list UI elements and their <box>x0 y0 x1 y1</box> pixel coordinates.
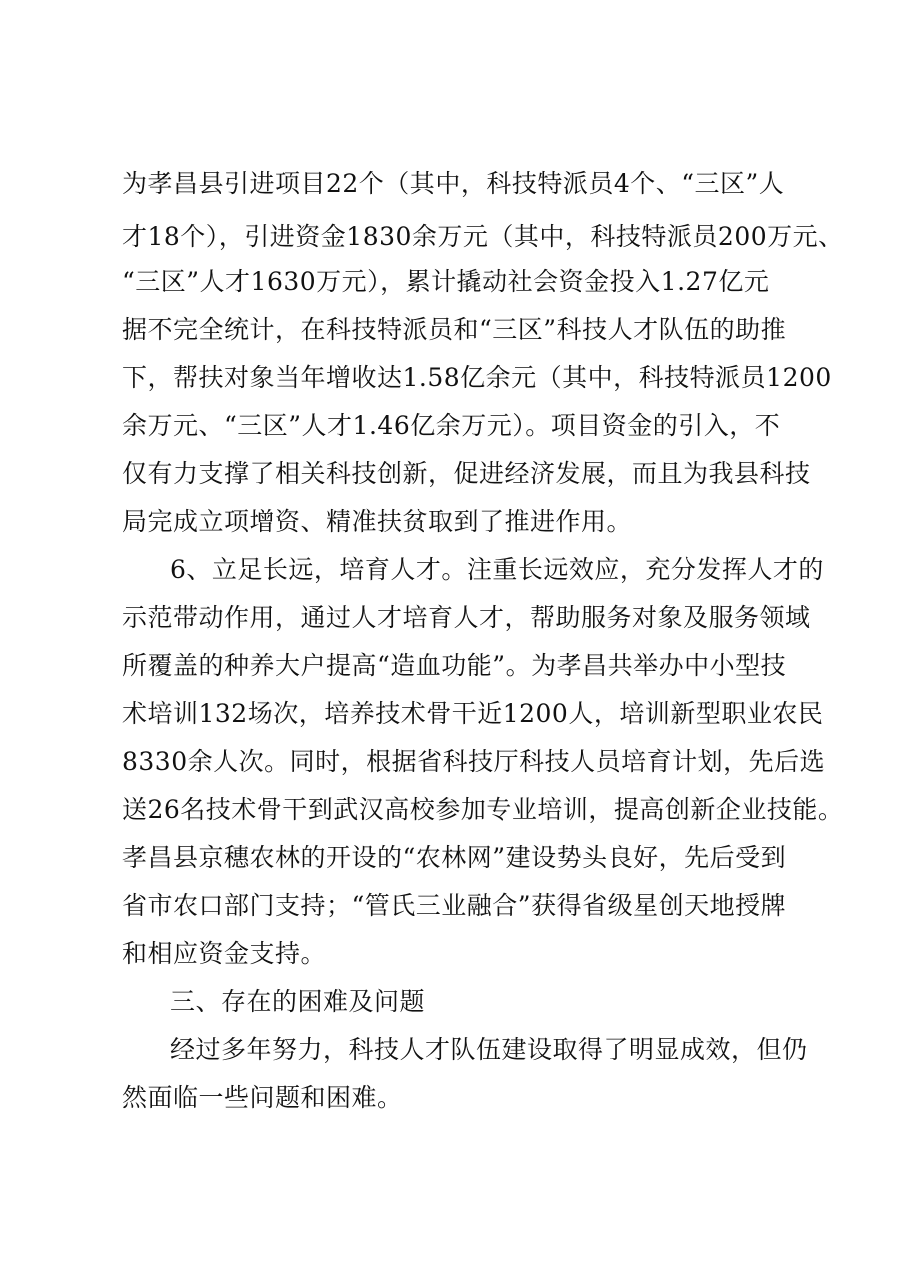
text-line: 8330余人次。同时，根据省科技厅科技人员培育计划，先后选 <box>122 747 826 776</box>
text-line: 下，帮扶对象当年增收达1.58亿余元（其中，科技特派员1200 <box>122 363 832 392</box>
text-line: 和相应资金支持。 <box>122 939 327 968</box>
text-line: 据不完全统计，在科技特派员和“三区”科技人才队伍的助推 <box>122 315 787 344</box>
text-line: 术培训132场次，培养技术骨干近1200人，培训新型职业农民 <box>122 699 824 728</box>
text-line: 余万元、“三区”人才1.46亿余万元）。项目资金的引入，不 <box>122 411 781 440</box>
text-line: 所覆盖的种养大户提高“造血功能”。为孝昌共举办中小型技 <box>122 651 787 680</box>
text-line: 省市农口部门支持；“管氏三业融合”获得省级星创天地授牌 <box>122 891 787 920</box>
text-line: 为孝昌县引进项目22个（其中，科技特派员4个、“三区”人 <box>122 169 785 198</box>
paragraph-start-line: 6、立足长远，培育人才。注重长远效应，充分发挥人才的 <box>170 555 824 584</box>
text-line: “三区”人才1630万元），累计撬动社会资金投入1.27亿元 <box>122 267 770 296</box>
text-line: 然面临一些问题和困难。 <box>122 1083 403 1112</box>
text-line: 才18个），引进资金1830余万元（其中，科技特派员200万元、 <box>122 222 844 251</box>
text-line: 仅有力支撑了相关科技创新，促进经济发展，而且为我县科技 <box>122 459 811 488</box>
text-line: 送26名技术骨干到武汉高校参加专业培训，提高创新企业技能。 <box>122 795 844 824</box>
text-line: 局完成立项增资、精准扶贫取到了推进作用。 <box>122 507 633 536</box>
text-line: 示范带动作用，通过人才培育人才，帮助服务对象及服务领域 <box>122 603 811 632</box>
section-heading: 三、存在的困难及问题 <box>170 987 426 1016</box>
text-line: 孝昌县京穗农林的开设的“农林网”建设势头良好，先后受到 <box>122 843 787 872</box>
paragraph-start-line: 经过多年努力，科技人才队伍建设取得了明显成效，但仍 <box>170 1035 808 1064</box>
